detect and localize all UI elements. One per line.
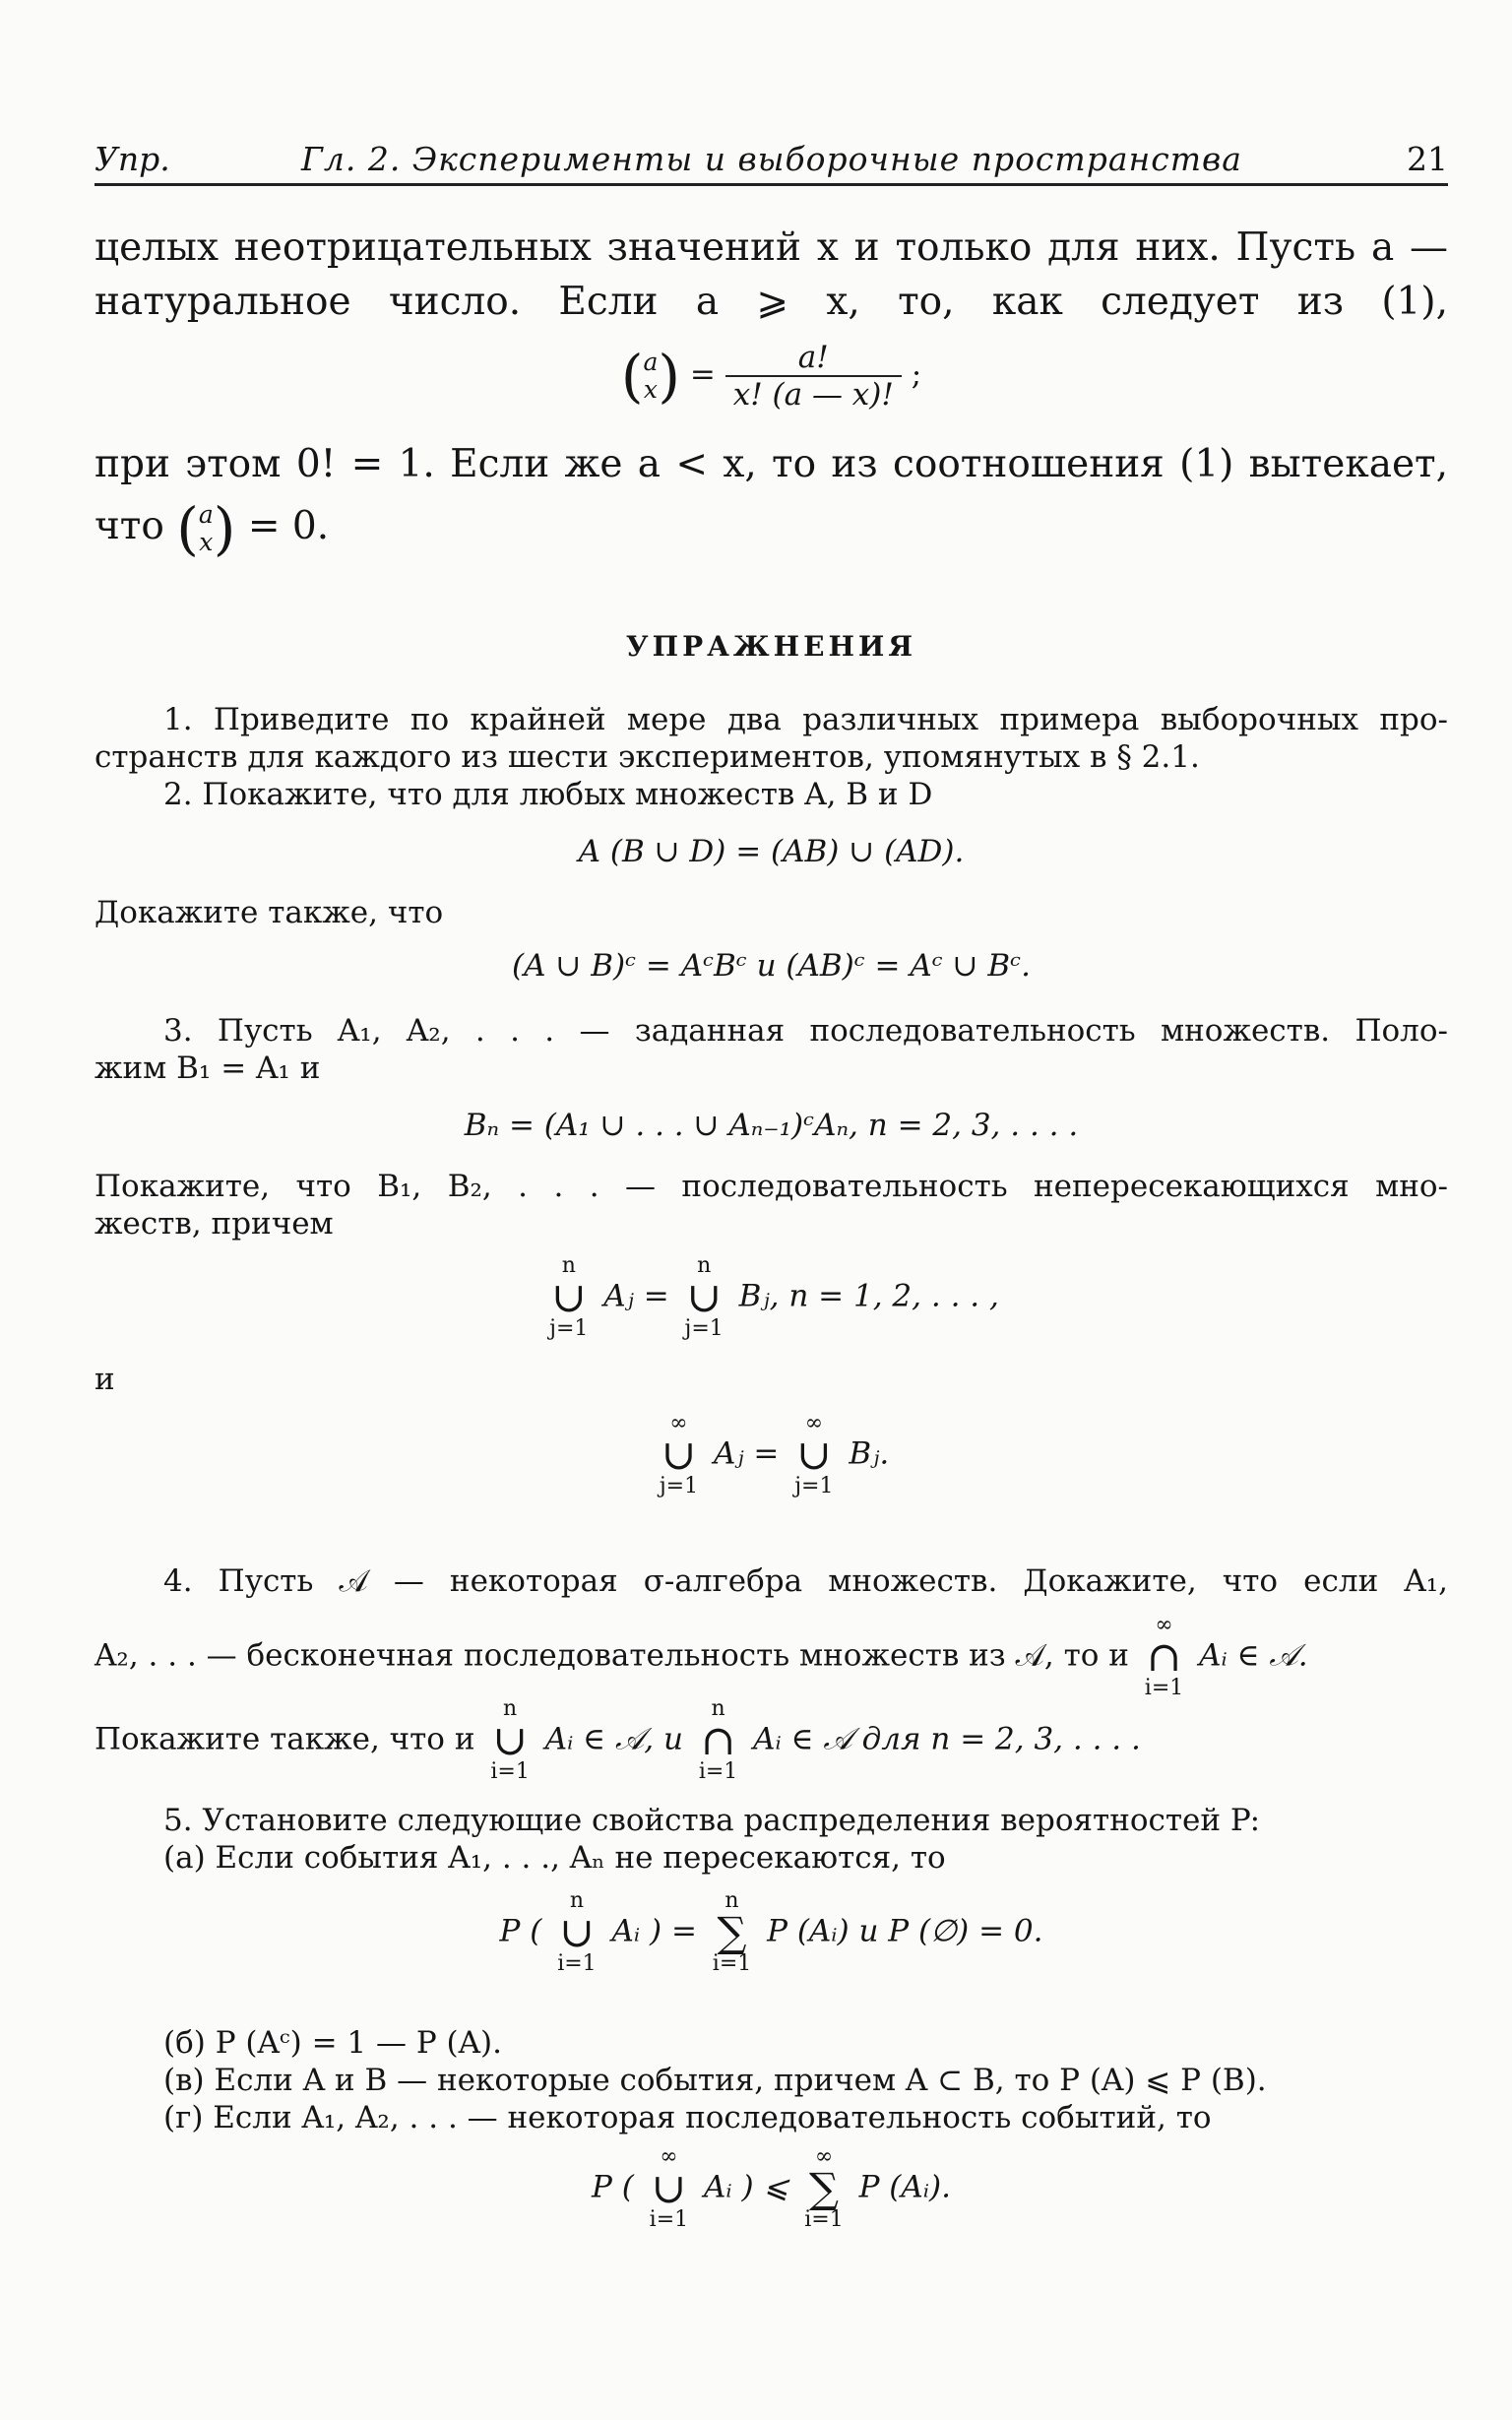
exercise-5-formula-d: P ( ∞ ∪ i=1 Aᵢ ) ⩽ ∞ ∑ i=1 P (Aᵢ). (592, 2144, 951, 2232)
exercise-4-line-1: 4. Пусть 𝒜 — некоторая σ-алгебра множеств. Докажите, что если A₁, (163, 1563, 1448, 1599)
exercise-5-line-1: 5. Установите следующие свойства распределения вероятностей P: (163, 1803, 1261, 1838)
exercise-2-formula-2: (A ∪ B)ᶜ = AᶜBᶜ и (AB)ᶜ = Aᶜ ∪ Bᶜ. (512, 948, 1031, 984)
exercise-2-line-2: Докажите также, что (94, 895, 444, 930)
intro-line-3: при этом 0! = 1. Если же a < x, то из соотношения (1) вытекает, (94, 442, 1448, 486)
exercise-5-line-d: (г) Если A₁, A₂, . . . — некоторая последовательность событий, то (163, 2100, 1212, 2135)
exercise-5-line-b: (б) P (Aᶜ) = 1 — P (A). (163, 2025, 502, 2061)
exercise-3-formula-3: ∞ ∪ j=1 Aⱼ = ∞ ∪ j=1 Bⱼ. (659, 1411, 890, 1498)
exercise-2-formula-1: A (B ∪ D) = (AB) ∪ (AD). (578, 834, 965, 869)
exercise-3-line-1: 3. Пусть A₁, A₂, . . . — заданная последовательность множеств. Поло- (163, 1013, 1448, 1049)
book-page (94, 118, 1448, 2373)
intro-line-4: что ( a x ) = 0. (94, 495, 330, 562)
binomial-formula: ( a x ) = $\frac{a!}{x! (a — x)!}$ ; (620, 340, 922, 413)
exercise-3-line-4: жеств, причем (94, 1206, 334, 1242)
exercise-5-line-2: (а) Если события A₁, . . ., Aₙ не пересекаются, то (163, 1840, 946, 1876)
exercise-3-line-5: и (94, 1362, 115, 1397)
intro-line-1: целых неотрицательных значений x и только для них. Пусть a — (94, 225, 1448, 270)
exercise-4-line-3: Покажите также, что и n ∪ i=1 Aᵢ ∈ 𝒜, и n ∩ i=1 Aᵢ ∈ 𝒜 для n = 2, 3, . . . . (94, 1696, 1141, 1784)
header-title: Гл. 2. Эксперименты и выборочные пространства (301, 140, 1242, 178)
page-number: 21 (1407, 140, 1448, 178)
exercise-3-formula-1: Bₙ = (A₁ ∪ . . . ∪ Aₙ₋₁)ᶜAₙ, n = 2, 3, . . . . (464, 1108, 1079, 1143)
exercise-1-line-1: 1. Приведите по крайней мере два различных примера выборочных про- (163, 702, 1448, 737)
exercise-5-formula-a: P ( n ∪ i=1 Aᵢ ) = n ∑ i=1 P (Aᵢ) и P (∅) = 0. (499, 1888, 1043, 1976)
exercise-5-line-c: (в) Если A и B — некоторые события, причем A ⊂ B, то P (A) ⩽ P (B). (163, 2063, 1267, 2098)
section-heading: УПРАЖНЕНИЯ (625, 630, 917, 663)
exercise-3-line-2: жим B₁ = A₁ и (94, 1051, 321, 1086)
exercise-2-line-1: 2. Покажите, что для любых множеств A, B и D (163, 777, 933, 812)
exercise-3-line-3: Покажите, что B₁, B₂, . . . — последовательность непересекающихся мно- (94, 1169, 1448, 1204)
exercise-1-line-2: странств для каждого из шести экспериментов, упомянутых в § 2.1. (94, 739, 1200, 775)
intro-line-2: натуральное число. Если a ⩾ x, то, как следует из (1), (94, 280, 1448, 324)
exercise-4-line-2: A₂, . . . — бесконечная последовательность множеств из 𝒜, то и ∞ ∩ i=1 Aᵢ ∈ 𝒜. (94, 1613, 1308, 1700)
exercise-3-formula-2: n ∪ j=1 Aⱼ = n ∪ j=1 Bⱼ, n = 1, 2, . . . , (549, 1253, 999, 1341)
running-header (94, 130, 1448, 186)
header-left: Упр. (94, 140, 170, 178)
